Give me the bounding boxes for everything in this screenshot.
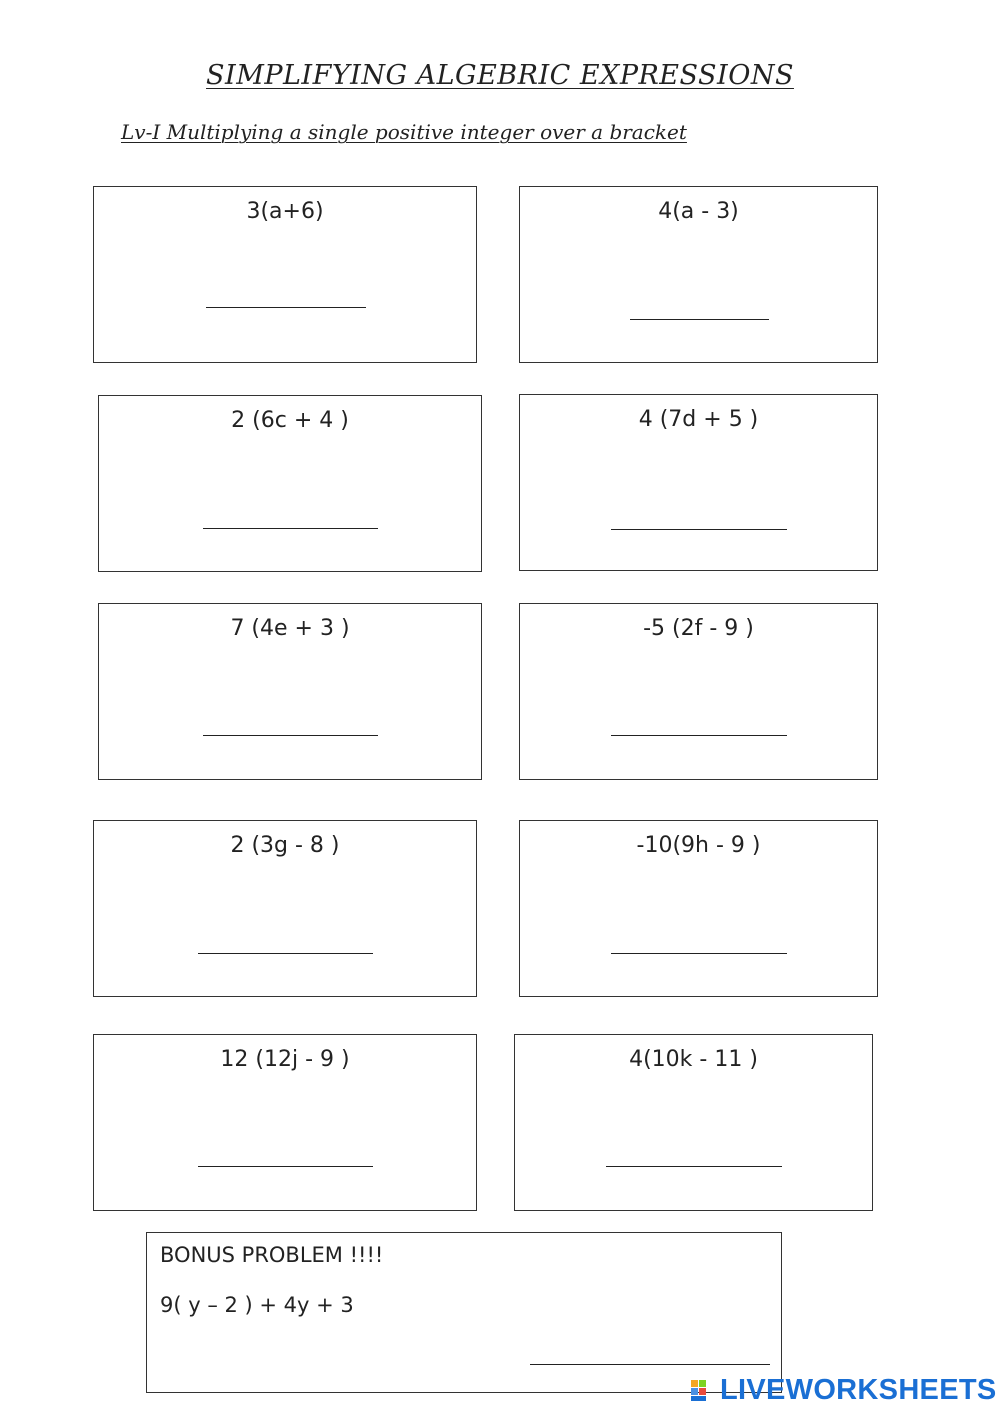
answer-line[interactable] <box>206 307 366 308</box>
bonus-expression: 9( y – 2 ) + 4y + 3 <box>160 1293 354 1317</box>
problem-box-10 <box>514 1034 873 1211</box>
problem-box-6 <box>519 603 878 780</box>
problem-expression: 4(a - 3) <box>658 199 739 224</box>
logo-text: LIVEWORKSHEETS <box>720 1373 997 1406</box>
problem-expression: 7 (4e + 3 ) <box>230 616 350 641</box>
answer-line[interactable] <box>203 735 378 736</box>
answer-line[interactable] <box>611 735 787 736</box>
worksheet-title: SIMPLIFYING ALGEBRIC EXPRESSIONS <box>206 60 794 91</box>
problem-box-9 <box>93 1034 477 1211</box>
bonus-answer-line[interactable] <box>530 1364 770 1365</box>
bonus-heading: BONUS PROBLEM !!!! <box>160 1243 384 1267</box>
problem-box-4 <box>519 394 878 571</box>
liveworksheets-logo <box>690 1374 997 1406</box>
problem-box-3 <box>98 395 482 572</box>
problem-expression: 12 (12j - 9 ) <box>220 1047 350 1072</box>
problem-box-2 <box>519 186 878 363</box>
problem-expression: 4 (7d + 5 ) <box>638 407 759 432</box>
problem-box-5 <box>98 603 482 780</box>
answer-line[interactable] <box>611 953 787 954</box>
problem-expression: 2 (3g - 8 ) <box>230 833 340 858</box>
answer-line[interactable] <box>198 953 373 954</box>
problem-expression: 3(a+6) <box>246 199 324 224</box>
answer-line[interactable] <box>203 528 378 529</box>
problem-box-8 <box>519 820 878 997</box>
problem-box-7 <box>93 820 477 997</box>
answer-line[interactable] <box>606 1166 782 1167</box>
problem-expression: -10(9h - 9 ) <box>636 833 761 858</box>
problem-box-1 <box>93 186 477 363</box>
answer-line[interactable] <box>630 319 769 320</box>
bonus-box <box>146 1232 782 1393</box>
answer-line[interactable] <box>198 1166 373 1167</box>
problem-expression: -5 (2f - 9 ) <box>643 616 754 641</box>
answer-line[interactable] <box>611 529 787 530</box>
problem-expression: 2 (6c + 4 ) <box>231 408 349 433</box>
problem-expression: 4(10k - 11 ) <box>629 1047 758 1072</box>
liveworksheets-logo-icon <box>690 1377 716 1403</box>
level-subtitle: Lv-I Multiplying a single positive integer over a bracket <box>121 120 687 144</box>
